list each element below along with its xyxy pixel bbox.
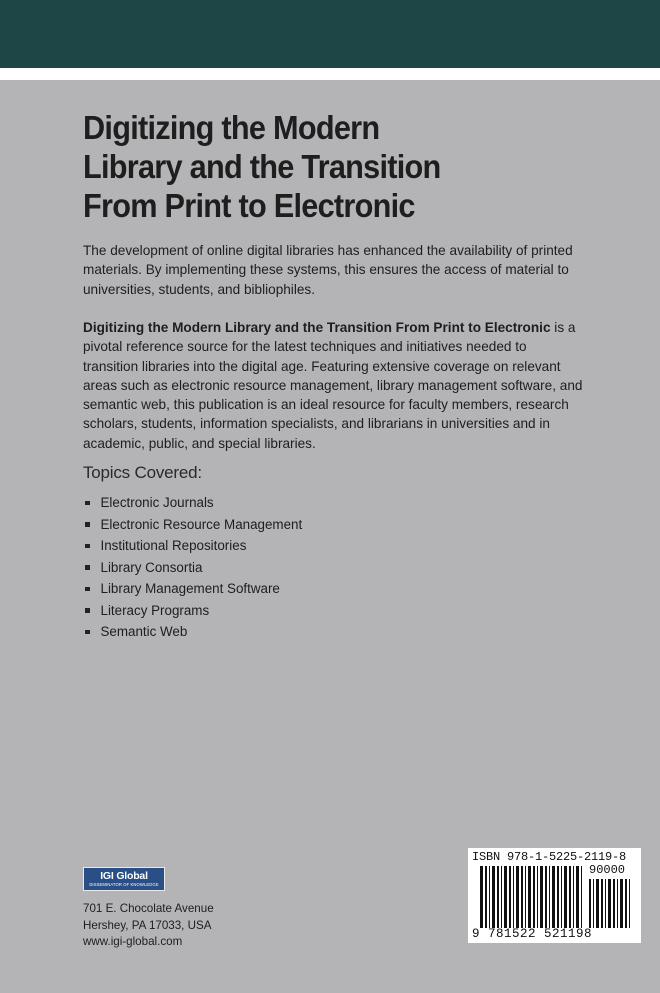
barcode-bar	[492, 866, 495, 928]
bullet-icon	[85, 608, 90, 613]
list-item	[83, 514, 302, 536]
price-code: 90000	[589, 863, 626, 877]
barcode-bar	[561, 866, 562, 928]
bullet-icon	[85, 522, 90, 527]
title-line-3: From Print to Electronic	[83, 187, 415, 224]
barcode-bar	[569, 866, 571, 928]
barcode-bar	[557, 866, 559, 928]
barcode-bar	[573, 866, 574, 928]
topics-list	[83, 492, 302, 643]
topic-label: Electronic Resource Management	[100, 516, 303, 532]
intro-paragraph: The development of online digital libraries has enhanced the availability of printed materials. By implementing these systems, this ensures the access of material to universities, students, and bibliophiles.	[83, 243, 573, 297]
topic-label: Literacy Programs	[100, 602, 210, 618]
barcode-bar	[485, 866, 487, 928]
barcode-bar	[504, 866, 507, 928]
topic-label: Library Consortia	[100, 559, 203, 575]
top-color-band	[0, 0, 660, 68]
publisher-logo	[83, 867, 165, 891]
topic-label: Library Management Software	[100, 581, 280, 597]
bullet-icon	[85, 544, 90, 549]
white-stripe	[0, 68, 660, 80]
list-item	[83, 557, 302, 579]
barcode-bar	[537, 866, 538, 928]
barcode-bar	[564, 866, 567, 928]
barcode-bar	[605, 879, 606, 928]
barcode-bar	[545, 866, 547, 928]
publisher-website: www.igi-global.com	[83, 935, 183, 948]
barcode-bar	[617, 879, 618, 928]
barcode-bar	[549, 866, 550, 928]
topics-heading: Topics Covered:	[83, 463, 202, 482]
list-item	[83, 535, 302, 557]
isbn-label: ISBN 978-1-5225-2119-8	[472, 850, 627, 864]
description-bold-title: Digitizing the Modern Library and the Transition From Print to Electronic	[83, 320, 551, 335]
barcode-bar	[593, 879, 594, 928]
barcode-digits: 9 781522 521198	[472, 927, 593, 941]
barcode-bar	[489, 866, 490, 928]
logo-main-text: IGI Global	[100, 870, 148, 882]
barcode-bar	[528, 866, 531, 928]
topic-label: Institutional Repositories	[100, 538, 247, 554]
list-item	[83, 578, 302, 600]
description-text: is a pivotal reference source for the latest techniques and initiatives needed to transition libraries into the digital age. Featuring extensive coverage on relevant areas such as electronic resource management, library management software, and semantic web, this publication is an ideal resource for faculty members, research scholars, students, information specialists, and librarians in universities and in academic, public, and special libraries.	[83, 320, 583, 451]
barcode-bar	[613, 879, 615, 928]
bullet-icon	[85, 501, 90, 506]
barcode-bar	[497, 866, 499, 928]
bullet-icon	[85, 565, 90, 570]
bullet-icon	[85, 630, 90, 635]
barcode-bar	[608, 879, 611, 928]
barcode-bar	[533, 866, 535, 928]
barcode-bar	[576, 866, 579, 928]
title-line-1: Digitizing the Modern	[83, 109, 380, 146]
list-item	[83, 600, 302, 622]
description-paragraph	[83, 318, 583, 453]
barcode-bar	[629, 879, 630, 928]
barcode-bar	[509, 866, 511, 928]
book-title	[83, 108, 567, 225]
barcode-bar	[516, 866, 519, 928]
barcode-bar	[625, 879, 627, 928]
barcode-bar	[540, 866, 543, 928]
barcode-bar	[521, 866, 523, 928]
barcode-bar	[525, 866, 526, 928]
barcode-bar	[480, 866, 483, 928]
logo-tagline: DISSEMINATOR OF KNOWLEDGE	[89, 882, 159, 887]
barcode-bar	[581, 866, 582, 928]
bullet-icon	[85, 587, 90, 592]
publisher-address	[83, 901, 214, 951]
barcode-bar	[620, 879, 623, 928]
list-item	[83, 492, 302, 514]
barcode-box	[468, 848, 641, 943]
barcode-bar	[596, 879, 599, 928]
barcode-bar	[513, 866, 514, 928]
barcode-bar	[589, 879, 591, 928]
topic-label: Semantic Web	[100, 624, 188, 640]
barcode-bar	[601, 879, 603, 928]
address-line-1: 701 E. Chocolate Avenue	[83, 902, 214, 915]
topic-label: Electronic Journals	[100, 495, 214, 511]
list-item	[83, 621, 302, 643]
barcode-bar	[552, 866, 555, 928]
barcode-bar	[501, 866, 502, 928]
title-line-2: Library and the Transition	[83, 148, 441, 185]
address-line-2: Hershey, PA 17033, USA	[83, 918, 212, 932]
